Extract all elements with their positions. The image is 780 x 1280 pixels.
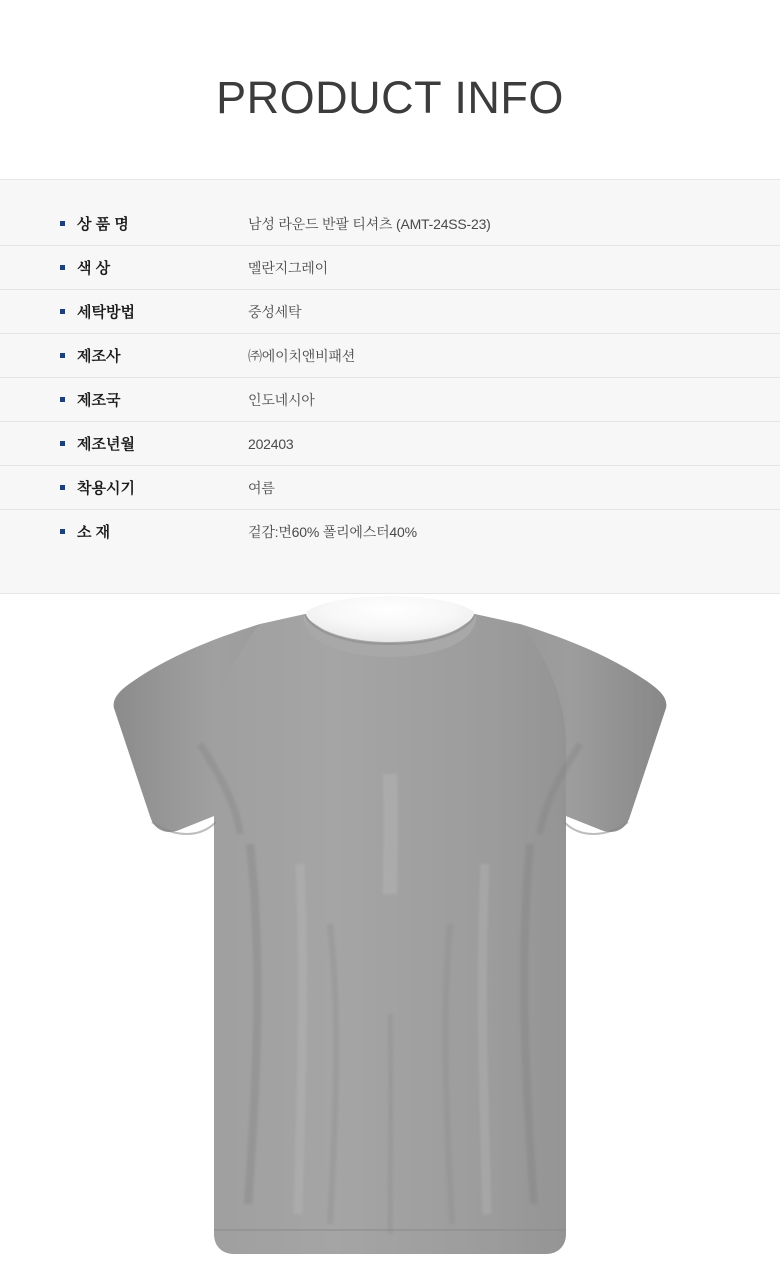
product-info-panel (0, 179, 780, 594)
product-image (0, 594, 780, 1259)
square-bullet-icon (60, 309, 65, 314)
square-bullet-icon (60, 441, 65, 446)
square-bullet-icon (60, 529, 65, 534)
table-row (0, 422, 780, 466)
info-label-cell (0, 378, 240, 422)
table-row (0, 378, 780, 422)
info-label-cell (0, 246, 240, 290)
info-value: 멜란지그레이 (248, 259, 328, 276)
table-row (0, 466, 780, 510)
table-row (0, 510, 780, 554)
info-label: 제조년월 (77, 436, 135, 453)
info-label-cell (0, 334, 240, 378)
info-label-cell (0, 466, 240, 510)
info-value: 겉감:면60% 폴리에스터40% (248, 523, 417, 540)
info-label: 세탁방법 (77, 304, 135, 321)
square-bullet-icon (60, 221, 65, 226)
info-label: 제조국 (77, 392, 121, 409)
table-row (0, 290, 780, 334)
info-label: 제조사 (77, 348, 121, 365)
info-label: 소 재 (77, 524, 111, 541)
square-bullet-icon (60, 353, 65, 358)
table-row (0, 334, 780, 378)
info-label: 착용시기 (77, 480, 135, 497)
page-title: PRODUCT INFO (216, 72, 564, 123)
page-title-block (0, 0, 780, 124)
table-row (0, 202, 780, 246)
square-bullet-icon (60, 265, 65, 270)
info-label: 색 상 (77, 260, 111, 277)
table-row (0, 246, 780, 290)
info-label-cell (0, 510, 240, 554)
info-value: 남성 라운드 반팔 티셔츠 (AMT-24SS-23) (248, 215, 491, 232)
info-value: 202403 (248, 435, 294, 452)
info-value: 중성세탁 (248, 303, 302, 320)
info-value: ㈜에이치앤비패션 (248, 347, 356, 364)
square-bullet-icon (60, 397, 65, 402)
product-info-table (0, 202, 780, 553)
info-value: 인도네시아 (248, 391, 315, 408)
info-label-cell (0, 422, 240, 466)
info-label: 상 품 명 (77, 216, 129, 233)
tshirt-illustration (0, 594, 780, 1259)
info-value: 여름 (248, 479, 275, 496)
square-bullet-icon (60, 485, 65, 490)
info-label-cell (0, 202, 240, 246)
info-label-cell (0, 290, 240, 334)
